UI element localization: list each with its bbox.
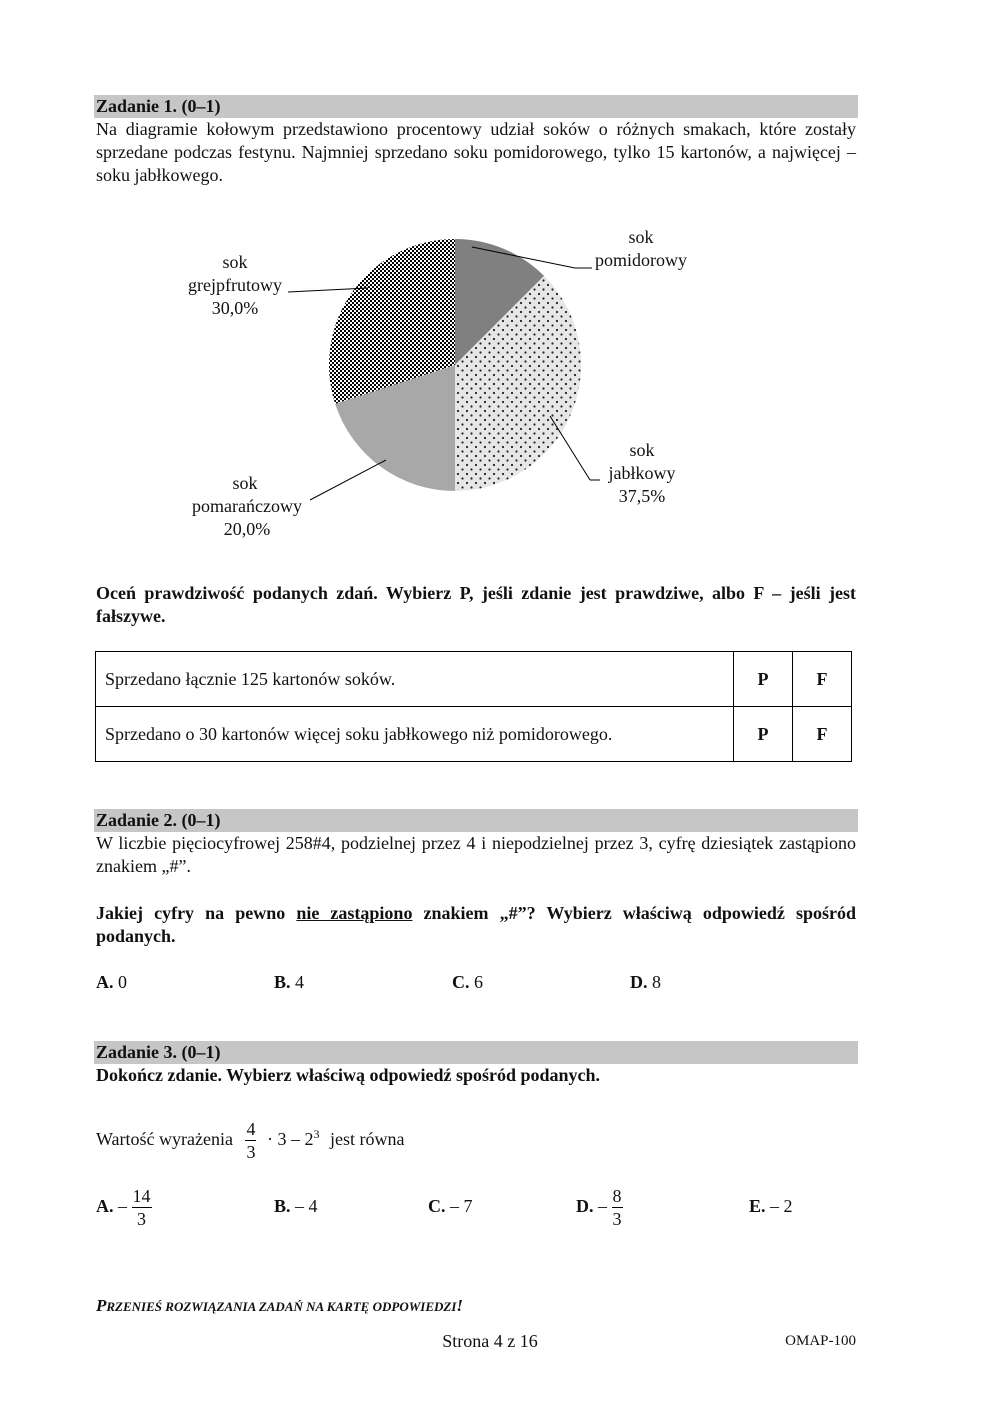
option-value: – 7 [450,1196,473,1216]
option-p-1[interactable]: P [734,652,793,707]
option-value: – 2 [770,1196,793,1216]
true-false-table [95,651,852,762]
task2-option-b[interactable] [274,970,304,994]
note-exclamation: ! [456,1296,464,1315]
option-sign: – [598,1196,607,1216]
transfer-answers-note [96,1296,463,1316]
option-letter: B. [274,1196,291,1216]
option-value: 0 [118,972,127,992]
label-pomaranczowy-value: 20,0% [223,519,271,539]
task2-option-c[interactable] [452,970,483,994]
option-letter: C. [452,972,470,992]
task1-instruction: Oceń prawdziwość podanych zdań. Wybierz P, jeśli zdanie jest prawdziwe, albo F – jeśli jest fałszywe. [96,583,856,626]
option-letter: B. [274,972,291,992]
task3-instruction: Dokończ zdanie. Wybierz właściwą odpowiedź spośród podanych. [96,1065,601,1085]
label-jablkowy-l2: jabłkowy [608,463,676,483]
expression-middle: · 3 – 2 [266,1129,314,1149]
task3-option-e[interactable] [749,1185,793,1227]
option-f-2[interactable]: F [793,707,852,762]
option-value: 4 [295,972,305,992]
option-letter: D. [576,1196,594,1216]
table-row [96,652,852,707]
fraction-denominator: 3 [612,1209,622,1230]
label-pomidorowy-l1: sok [628,227,654,247]
pie-chart [150,220,770,550]
option-f-1[interactable]: F [793,652,852,707]
label-jablkowy-l1: sok [629,440,655,460]
fraction-numerator: 4 [246,1119,256,1140]
statement-2: Sprzedano o 30 kartonów więcej soku jabłkowego niż pomidorowego. [96,707,734,762]
label-pomaranczowy-l2: pomarańczowy [192,496,302,516]
fraction-numerator: 14 [132,1186,151,1207]
expression-exponent: 3 [313,1127,320,1141]
task2-option-d[interactable] [630,970,661,994]
label-grejpfrutowy-l2: grejpfrutowy [188,275,282,295]
task3-option-d[interactable] [576,1185,623,1228]
option-value: 6 [474,972,483,992]
fraction-numerator: 8 [612,1186,622,1207]
label-grejpfrutowy-value: 30,0% [211,298,259,318]
fraction-8-3 [612,1187,623,1228]
task1-header: Zadanie 1. (0–1) [94,95,858,118]
task1-intro: Na diagramie kołowym przedstawiono procentowy udział soków o różnych smakach, które zostały sprzedane podczas festynu. Najmniej sprzedano soku pomidorowego, tylko 15 kartonów, a najwięcej – soku jabłkowego. [96,119,856,185]
task2-question-underlined: nie zastąpiono [296,903,413,923]
option-value: 8 [652,972,661,992]
task2-option-a[interactable] [96,970,127,994]
fraction-14-3 [132,1187,152,1228]
option-letter: E. [749,1196,766,1216]
option-letter: C. [428,1196,446,1216]
option-letter: A. [96,1196,114,1216]
option-value: – 4 [295,1196,318,1216]
statement-1: Sprzedano łącznie 125 kartonów soków. [96,652,734,707]
fraction-denominator: 3 [137,1209,146,1230]
task2-header: Zadanie 2. (0–1) [94,809,858,832]
task3-header: Zadanie 3. (0–1) [94,1041,858,1064]
option-sign: – [118,1196,127,1216]
document-code: OMAP-100 [785,1333,856,1349]
task3-expression [96,1113,404,1161]
expression-prefix: Wartość wyrażenia [96,1129,233,1149]
label-grejpfrutowy-l1: sok [222,252,248,272]
expression-suffix: jest równa [329,1129,405,1149]
label-pomaranczowy-l1: sok [232,473,258,493]
fraction-denominator: 3 [246,1142,256,1163]
task2-question-part2: znakiem „#”? Wybierz właściwą odpowiedź spośród podanych. [96,903,856,946]
option-letter: D. [630,972,648,992]
note-initial: P [96,1296,107,1315]
leader-line-pomaranczowy [310,460,386,500]
note-smallcaps: RZENIEŚ ROZWIĄZANIA ZADAŃ NA KARTĘ ODPOWIEDZI [106,1299,457,1314]
task2-intro: W liczbie pięciocyfrowej 258#4, podzielnej przez 4 i niepodzielnej przez 3, cyfrę dziesiątek zastąpiono znakiem „#”. [96,833,856,876]
label-jablkowy-value: 37,5% [618,486,666,506]
page-number: Strona 4 z 16 [442,1331,538,1351]
task2-question-part1: Jakiej cyfry na pewno [96,903,297,923]
option-letter: A. [96,972,114,992]
task3-option-a[interactable] [96,1185,152,1228]
fraction-4-3 [245,1120,256,1161]
table-row [96,707,852,762]
label-pomidorowy-l2: pomidorowy [595,250,687,270]
option-p-2[interactable]: P [734,707,793,762]
task2-question [96,902,856,948]
leader-line-jablkowy [550,416,590,480]
task3-option-b[interactable] [274,1185,318,1227]
task3-option-c[interactable] [428,1185,473,1227]
